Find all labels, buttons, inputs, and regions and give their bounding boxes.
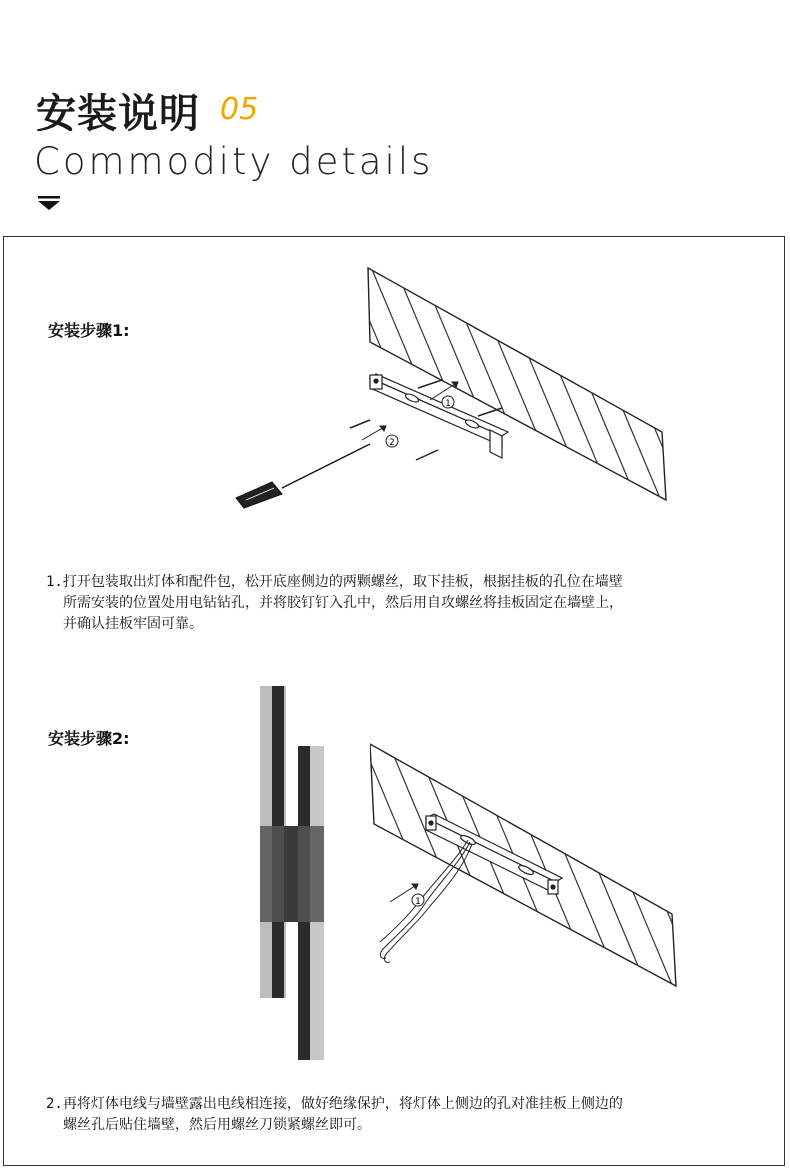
lamp-illustration (258, 686, 328, 1062)
step2-line: 螺丝孔后贴住墙壁，然后用螺丝刀锁紧螺丝即可。 (63, 1117, 371, 1133)
step2-line: 2.再将灯体电线与墙壁露出电线相连接，做好绝缘保护，将灯体上侧边的孔对准挂板上侧边的 (46, 1096, 623, 1112)
callout-1: 1 (415, 897, 421, 907)
step1-line: 1.打开包装取出灯体和配件包，松开底座侧边的两颗螺丝，取下挂板，根据挂板的孔位在墙壁 (46, 574, 623, 590)
section-number: 05 (220, 92, 259, 127)
step2-text (46, 1094, 623, 1136)
step1-illustration (220, 260, 680, 520)
page-title: 安装说明 (36, 91, 200, 137)
page-subtitle: Commodity details (34, 140, 434, 183)
wall (368, 268, 666, 500)
step1-text (46, 572, 623, 635)
step2-illustration (370, 742, 690, 990)
step1-label: 安装步骤1: (48, 321, 130, 340)
step1-line: 所需安装的位置处用电钻钻孔，并将胶钉钉入孔中，然后用自攻螺丝将挂板固定在墙壁上， (63, 595, 623, 611)
step1-line: 并确认挂板牢固可靠。 (63, 616, 203, 632)
screwdriver-icon (236, 444, 370, 508)
callout-1: 1 (445, 399, 451, 409)
hatch-line (674, 742, 690, 990)
down-arrow-icon (38, 196, 60, 212)
step2-label: 安装步骤2: (48, 729, 130, 748)
callout-2: 2 (389, 438, 395, 448)
